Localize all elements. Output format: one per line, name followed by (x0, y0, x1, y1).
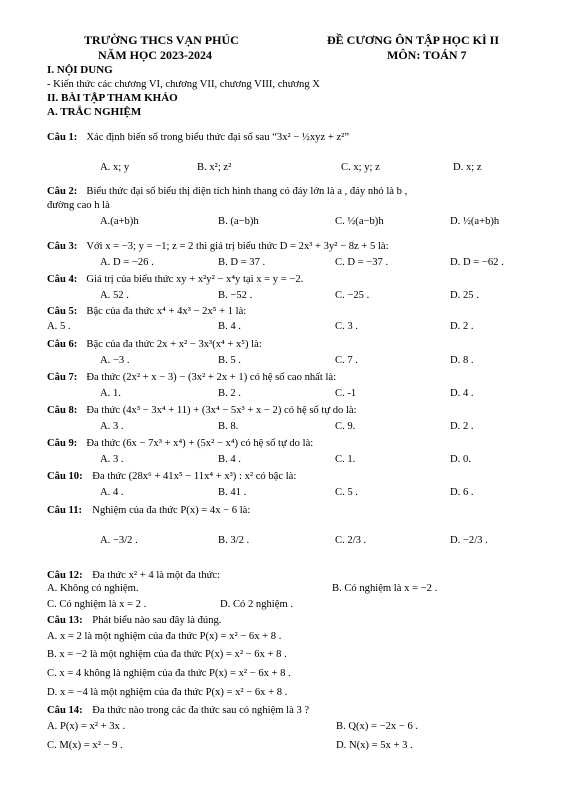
question-2-option-D: D. ½(a+b)h (450, 216, 500, 227)
question-5-option-B: B. 4 . (218, 321, 241, 332)
question-7-option-C: C. -1 (335, 388, 357, 399)
question-4-option-A: A. 52 . (100, 290, 129, 301)
question-6-option-D: D. 8 . (450, 355, 474, 366)
question-4-option-C: C. −25 . (335, 290, 370, 301)
question-6-option-B: B. 5 . (218, 355, 241, 366)
question-8-text: Đa thức (4x³ − 3x⁴ + 11) + (3x⁴ − 5x³ + x − 2) có hệ số tự do là: (86, 405, 357, 416)
school-name: TRƯỜNG THCS VẠN PHÚC (84, 33, 239, 47)
document-title: ĐỀ CƯƠNG ÔN TẬP HỌC KÌ II (327, 33, 500, 47)
question-12-label: Câu 12: (47, 570, 83, 581)
question-14-option-C: C. M(x) = x² − 9 . (47, 740, 123, 751)
question-11-text: Nghiệm của đa thức P(x) = 4x − 6 là: (92, 505, 251, 516)
question-6-text: Bậc của đa thức 2x + x² − 3x³(x⁴ + x⁵) là: (86, 339, 262, 350)
question-10-option-A: A. 4 . (100, 487, 124, 498)
question-10-option-D: D. 6 . (450, 487, 474, 498)
question-13-option-D: D. x = −4 là một nghiệm của đa thức P(x) = x² − 6x + 8 . (47, 687, 288, 698)
question-9-option-B: B. 4 . (218, 454, 241, 465)
question-13-label: Câu 13: (47, 615, 83, 626)
question-10-text: Đa thức (28x⁶ + 41x⁵ − 11x⁴ + x³) : x² có bậc là: (92, 471, 297, 482)
question-12-option-D: D. Có 2 nghiệm . (220, 599, 293, 610)
question-5-option-A: A. 5 . (47, 321, 71, 332)
question-3-label: Câu 3: (47, 241, 78, 252)
question-14-option-A: A. P(x) = x² + 3x . (47, 721, 126, 732)
section-1-heading: I. NỘI DUNG (47, 64, 113, 76)
question-4-option-D: D. 25 . (450, 290, 479, 301)
section-2-heading: II. BÀI TẬP THAM KHẢO (47, 92, 178, 104)
question-4-option-B: B. −52 . (218, 290, 253, 301)
question-2-option-A: A.(a+b)h (100, 216, 139, 227)
question-2-option-C: C. ½(a−b)h (335, 216, 384, 227)
question-2-text: Biểu thức đại số biểu thị diện tích hình thang có đáy lớn là a , đáy nhỏ là b , (86, 186, 408, 197)
question-1-label: Câu 1: (47, 132, 78, 143)
question-13-option-C: C. x = 4 không là nghiệm của đa thức P(x) = x² − 6x + 8 . (47, 668, 291, 679)
question-12-option-C: C. Có nghiệm là x = 2 . (47, 599, 147, 610)
subject: MÔN: TOÁN 7 (387, 48, 467, 62)
question-9-option-C: C. 1. (335, 454, 356, 465)
question-3-option-D: D. D = −62 . (450, 257, 504, 268)
question-11-option-D: D. −2/3 . (450, 535, 488, 546)
question-7-option-A: A. 1. (100, 388, 121, 399)
question-3-text: Với x = −3; y = −1; z = 2 thì giá trị biểu thức D = 2x³ + 3y² − 8z + 5 là: (86, 241, 389, 252)
question-13-option-B: B. x = −2 là một nghiệm của đa thức P(x) = x² − 6x + 8 . (47, 649, 287, 660)
question-7-label: Câu 7: (47, 372, 78, 383)
question-8-option-B: B. 8. (218, 421, 239, 432)
question-5-option-C: C. 3 . (335, 321, 358, 332)
question-1-text: Xác định biến số trong biểu thức đại số sau “3x² − ½xyz + z²” (86, 132, 350, 143)
question-14-option-D: D. N(x) = 5x + 3 . (336, 740, 413, 751)
section-1-text: - Kiến thức các chương VI, chương VII, chương VIII, chương X (47, 79, 320, 90)
question-2-label: Câu 2: (47, 186, 78, 197)
question-11-option-A: A. −3/2 . (100, 535, 138, 546)
question-7-option-D: D. 4 . (450, 388, 474, 399)
question-6-option-C: C. 7 . (335, 355, 358, 366)
question-14-text: Đa thức nào trong các đa thức sau có nghiệm là 3 ? (92, 705, 310, 716)
question-2-text-cont: đường cao h là (47, 200, 110, 211)
question-14-label: Câu 14: (47, 705, 83, 716)
question-8-option-C: C. 9. (335, 421, 356, 432)
question-14-option-B: B. Q(x) = −2x − 6 . (336, 721, 419, 732)
question-13-text: Phát biểu nào sau đây là đúng. (92, 615, 222, 626)
question-11-option-C: C. 2/3 . (335, 535, 367, 546)
question-11-option-B: B. 3/2 . (218, 535, 250, 546)
question-9-text: Đa thức (6x − 7x³ + x⁴) + (5x² − x⁴) có hệ số tự do là: (86, 438, 314, 449)
question-1-option-B: B. x²; z² (197, 162, 232, 173)
question-7-text: Đa thức (2x² + x − 3) − (3x² + 2x + 1) có hệ số cao nhất là: (86, 372, 337, 383)
question-7-option-B: B. 2 . (218, 388, 241, 399)
question-4-label: Câu 4: (47, 274, 78, 285)
question-13-option-A: A. x = 2 là một nghiệm của đa thức P(x) = x² − 6x + 8 . (47, 631, 282, 642)
question-10-option-C: C. 5 . (335, 487, 358, 498)
question-6-option-A: A. −3 . (100, 355, 130, 366)
question-1-option-A: A. x; y (100, 162, 130, 173)
question-10-option-B: B. 41 . (218, 487, 247, 498)
question-3-option-A: A. D = −26 . (100, 257, 154, 268)
question-3-option-B: B. D = 37 . (218, 257, 266, 268)
section-2a-heading: A. TRẮC NGHIỆM (47, 106, 142, 118)
question-1-option-D: D. x; z (453, 162, 482, 173)
question-8-option-D: D. 2 . (450, 421, 474, 432)
question-12-option-B: B. Có nghiệm là x = −2 . (332, 583, 438, 594)
question-4-text: Giá trị của biểu thức xy + x²y² − x⁴y tại x = y = −2. (86, 274, 304, 285)
question-5-text: Bậc của đa thức x⁴ + 4x³ − 2x⁵ + 1 là: (86, 306, 247, 317)
question-5-label: Câu 5: (47, 306, 78, 317)
question-5-option-D: D. 2 . (450, 321, 474, 332)
question-2-option-B: B. (a−b)h (218, 216, 259, 227)
question-6-label: Câu 6: (47, 339, 78, 350)
question-9-label: Câu 9: (47, 438, 78, 449)
question-1-option-C: C. x; y; z (341, 162, 380, 173)
question-12-option-A: A. Không có nghiệm. (47, 583, 139, 594)
question-3-option-C: C. D = −37 . (335, 257, 389, 268)
question-10-label: Câu 10: (47, 471, 83, 482)
question-8-label: Câu 8: (47, 405, 78, 416)
question-9-option-D: D. 0. (450, 454, 471, 465)
question-11-label: Câu 11: (47, 505, 83, 516)
question-9-option-A: A. 3 . (100, 454, 124, 465)
question-8-option-A: A. 3 . (100, 421, 124, 432)
school-year: NĂM HỌC 2023-2024 (98, 48, 212, 62)
question-12-text: Đa thức x² + 4 là một đa thức: (92, 570, 221, 581)
